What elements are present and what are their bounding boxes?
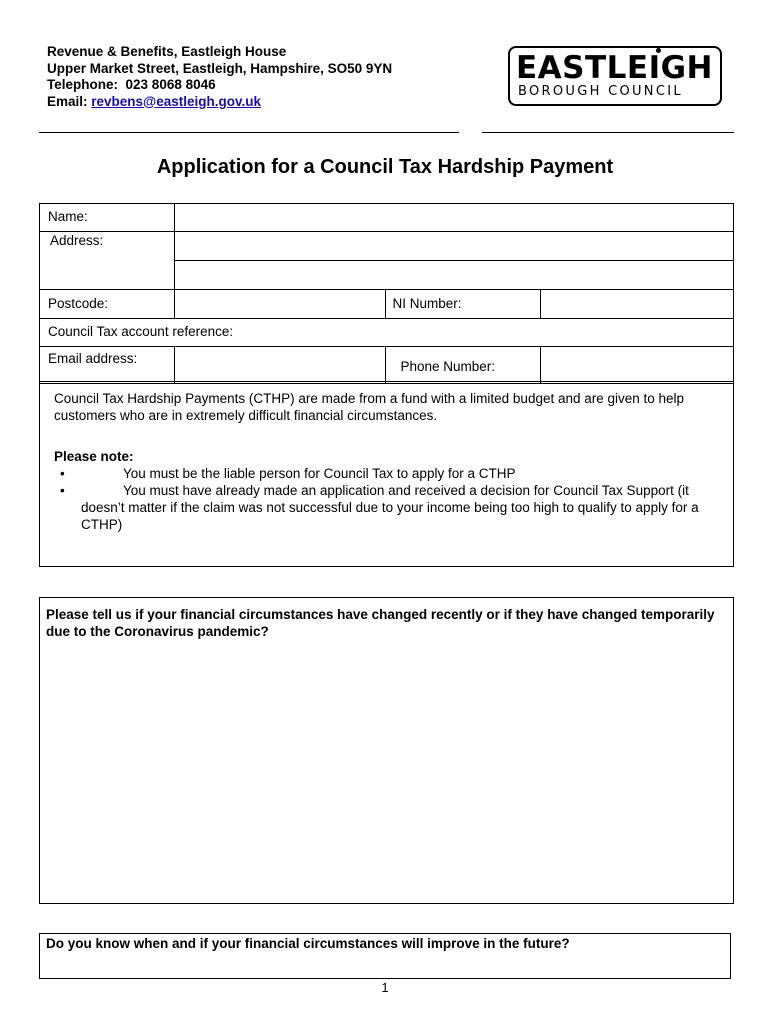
ni-number-label: NI Number:: [392, 296, 462, 311]
name-label: Name:: [48, 209, 88, 224]
email-label-cell: [40, 347, 175, 384]
note-heading: Please note:: [54, 449, 134, 464]
phone-label-cell: [386, 347, 541, 384]
circumstances-improve-question[interactable]: [39, 933, 731, 979]
logo-subtitle: BOROUGH COUNCIL: [518, 84, 683, 99]
intro-text: Council Tax Hardship Payments (CTHP) are made from a fund with a limited budget and are given to help customers who are in extremely difficult financial circumstances.: [54, 391, 685, 423]
email-link[interactable]: revbens@eastleigh.gov.uk: [91, 93, 262, 109]
telephone-line: [47, 77, 392, 94]
header-rule-left: [39, 132, 459, 133]
name-field[interactable]: [174, 204, 733, 232]
applicant-details-table: [39, 203, 734, 384]
address-block: [47, 44, 392, 110]
question-1-text: Please tell us if your financial circumstances have changed recently or if they have changed temporarily due to the Coronavirus pandemic?: [46, 607, 715, 639]
requirements-list: [54, 465, 723, 533]
email-label: Email:: [47, 93, 88, 109]
page-number: 1: [381, 980, 389, 995]
logo-name: EASTLEIGH: [516, 50, 713, 86]
header-rule-right: [482, 132, 734, 133]
address-line-1: Revenue & Benefits, Eastleigh House: [47, 44, 287, 59]
bullet-icon: •: [60, 466, 65, 481]
postcode-field[interactable]: [174, 290, 386, 319]
telephone-label: Telephone:: [47, 77, 119, 92]
postcode-label-cell: [40, 290, 175, 319]
account-reference-label: Council Tax account reference:: [48, 324, 234, 339]
bullet-icon: •: [60, 483, 65, 498]
account-reference-field[interactable]: [40, 319, 734, 347]
list-item: • You must have already made an application and received a decision for Council Tax Support (it doesn’t matter if the claim was not successful due to your income being too high to qualify to apply for a CTHP): [60, 483, 699, 532]
circumstances-change-question[interactable]: [39, 597, 734, 904]
ni-number-field[interactable]: [541, 290, 734, 319]
address-label: Address:: [50, 233, 104, 248]
email-address-field[interactable]: [174, 347, 386, 384]
phone-number-field[interactable]: [541, 347, 734, 384]
telephone-number: 023 8068 8046: [125, 77, 216, 92]
address-field-line-2[interactable]: [174, 261, 733, 290]
name-label-cell: [40, 204, 175, 232]
ni-label-cell: [386, 290, 541, 319]
question-2-text: Do you know when and if your financial circumstances will improve in the future?: [46, 936, 570, 951]
postcode-label: Postcode:: [48, 296, 109, 311]
address-label-cell: [40, 232, 175, 290]
email-address-label: Email address:: [48, 351, 138, 366]
page-title: Application for a Council Tax Hardship Payment: [156, 156, 614, 178]
information-box: [39, 381, 734, 567]
address-line-2: Upper Market Street, Eastleigh, Hampshire, SO50 9YN: [47, 60, 393, 76]
list-item: • You must be the liable person for Council Tax to apply for a CTHP: [60, 466, 516, 481]
phone-number-label: Phone Number:: [400, 359, 496, 374]
email-line: [47, 94, 392, 111]
council-logo: [508, 46, 722, 106]
address-field-line-1[interactable]: [174, 232, 733, 261]
